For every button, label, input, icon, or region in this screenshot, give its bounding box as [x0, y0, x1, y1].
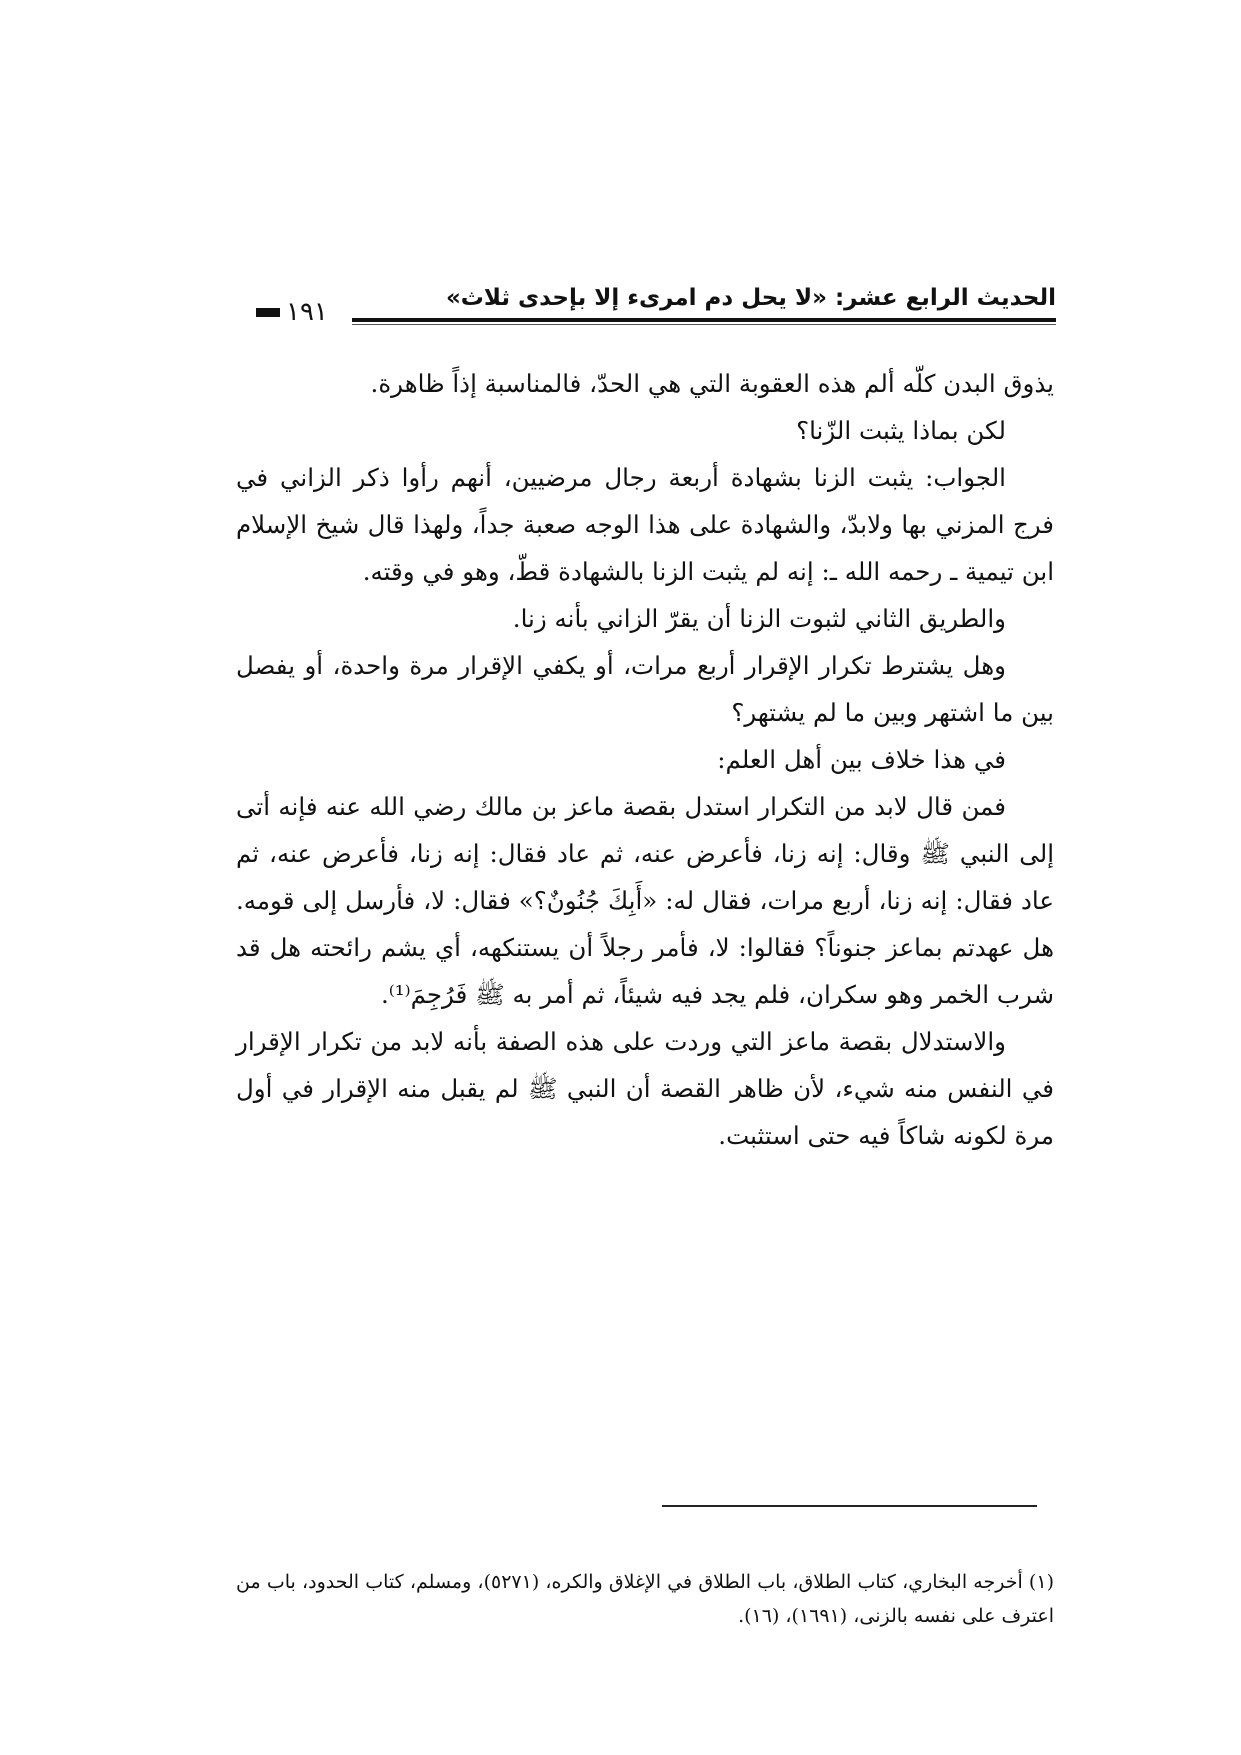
- body-paragraph: فمن قال لابد من التكرار استدل بقصة ماعز بن مالك رضي الله عنه فإنه أتى إلى النبي ﷺ وقال: إنه زنا، فأعرض عنه، ثم عاد فقال: إنه زنا، فأعرض عنه، ثم عاد فقال: إنه زنا، أربع مرات، فقال له: «أَبِكَ جُنُونٌ؟» فقال: لا، فأرسل إلى قومه. هل عهدتم بماعز جنوناً؟ فقالوا: لا، فأمر رجلاً أن يستنكهه، أي يشم رائحته هل قد شرب الخمر وهو سكران، فلم يجد فيه شيئاً، ثم أمر به ﷺ فَرُجِمَ⁽¹⁾.: [236, 792, 1054, 1009]
- page-number: [256, 298, 328, 326]
- body-paragraph: لكن بماذا يثبت الزّنا؟: [796, 416, 1006, 445]
- body-text: [236, 360, 1054, 1159]
- running-header: [256, 284, 1056, 327]
- body-paragraph: والطريق الثاني لثبوت الزنا أن يقرّ الزاني بأنه زنا.: [512, 604, 1006, 633]
- page-number-bar: [256, 308, 280, 317]
- chapter-title: الحديث الرابع عشر: «لا يحل دم امرىء إلا بإحدى ثلاث»: [445, 285, 1056, 311]
- footnotes: [236, 1565, 1054, 1633]
- body-paragraph: في هذا خلاف بين أهل العلم:: [717, 745, 1006, 774]
- body-paragraph: يذوق البدن كلّه ألم هذه العقوبة التي هي الحدّ، فالمناسبة إذاً ظاهرة.: [370, 369, 1054, 398]
- header-rule-thin: [352, 324, 1056, 325]
- footnote-separator: [662, 1505, 1037, 1507]
- body-paragraph: الجواب: يثبت الزنا بشهادة أربعة رجال مرضيين، أنهم رأوا ذكر الزاني في فرج المزني بها ولابدّ، والشهادة على هذا الوجه صعبة جداً، ولهذا قال شيخ الإسلام ابن تيمية ـ رحمه الله ـ: إنه لم يثبت الزنا بالشهادة قطّ، وهو في وقته.: [236, 463, 1054, 586]
- body-paragraph: والاستدلال بقصة ماعز التي وردت على هذه الصفة بأنه لابد من تكرار الإقرار في النفس منه شيء، لأن ظاهر القصة أن النبي ﷺ لم يقبل منه الإقرار في أول مرة لكونه شاكاً فيه حتى استثبت.: [236, 1027, 1054, 1150]
- body-paragraph: وهل يشترط تكرار الإقرار أربع مرات، أو يكفي الإقرار مرة واحدة، أو يفصل بين ما اشتهر وبين ما لم يشتهر؟: [236, 651, 1054, 727]
- header-rule: [352, 318, 1056, 322]
- page-number-text: ١٩١: [286, 297, 328, 327]
- footnote-item: (١) أخرجه البخاري، كتاب الطلاق، باب الطلاق في الإغلاق والكره، (٥٢٧١)، ومسلم، كتاب الحدود، باب من اعترف على نفسه بالزنى، (١٦٩١)، (١٦).: [236, 1571, 1054, 1627]
